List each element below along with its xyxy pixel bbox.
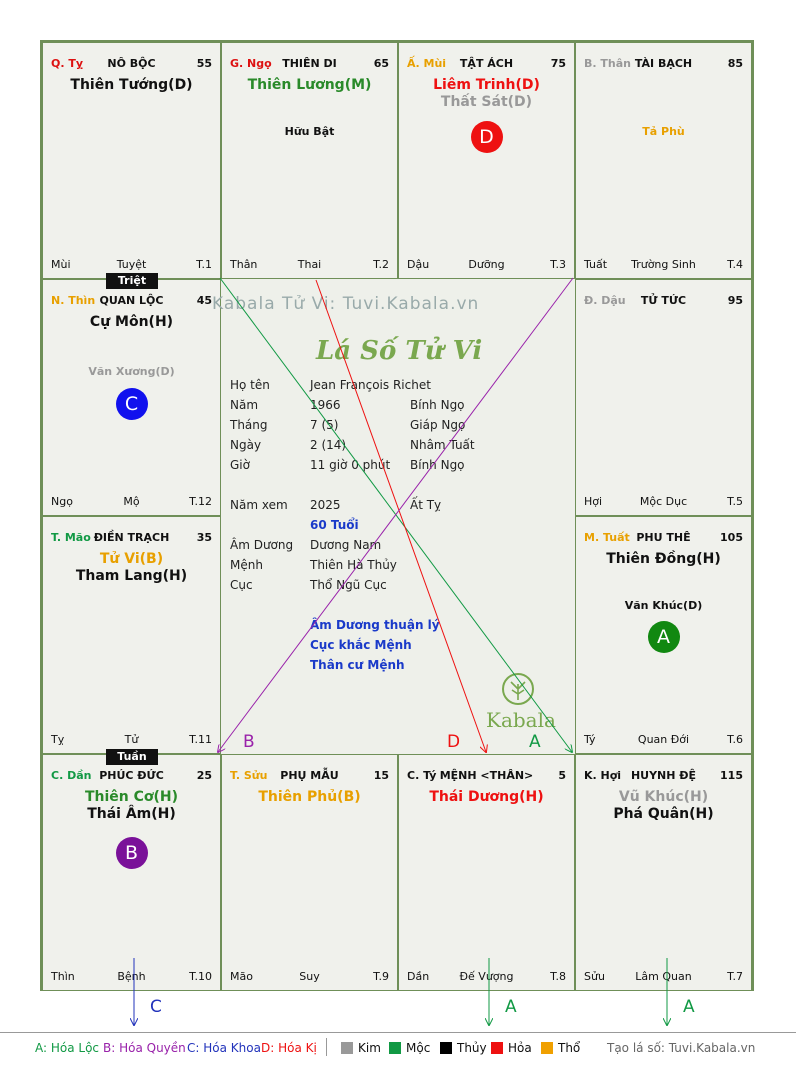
minor-star: Văn Khúc(D) <box>624 599 703 612</box>
main-star: Vũ Khúc(H) <box>618 789 709 805</box>
second-star: Thất Sát(D) <box>440 94 533 110</box>
info-label-name: Họ tên <box>230 378 270 392</box>
palace-branch: Ngọ <box>51 495 73 508</box>
info-value-month: 7 (5) <box>310 418 339 432</box>
info-age: 60 Tuổi <box>310 518 359 532</box>
palace-house: MỆNH <THÂN> <box>439 769 534 782</box>
triet-tag: Triệt <box>106 273 158 289</box>
legend-hoa-quyen: B: Hóa Quyền <box>103 1041 186 1055</box>
main-star: Thiên Cơ(H) <box>84 789 179 805</box>
palace-house: PHU THÊ <box>636 531 691 544</box>
palace-branch: Mùi <box>51 258 71 271</box>
thuy-swatch <box>440 1042 452 1054</box>
palace-house: THIÊN DI <box>282 57 337 70</box>
palace-position: T.5 <box>727 495 743 508</box>
main-star: Thái Dương(H) <box>429 789 544 805</box>
palace-can: N. Thìn <box>51 294 96 307</box>
tuan-tag: Tuần <box>106 749 158 765</box>
palace-age: 25 <box>196 769 212 782</box>
palace-house: PHỤ MẪU <box>280 769 339 782</box>
main-star: Thiên Tướng(D) <box>70 77 193 93</box>
second-star: Thái Âm(H) <box>87 806 176 822</box>
info-label-view-year: Năm xem <box>230 498 288 512</box>
palace-house: PHÚC ĐỨC <box>99 769 164 782</box>
palace-age: 75 <box>550 57 566 70</box>
palace-house: ĐIỀN TRẠCH <box>93 531 170 544</box>
kabala-logo-text: Kabala <box>486 708 556 732</box>
palace-can: Q. Tỵ <box>51 57 84 70</box>
hoa-ki-line <box>316 280 486 752</box>
moc-swatch <box>389 1042 401 1054</box>
info-value-hour: 11 giờ 0 phút <box>310 458 391 472</box>
palace-age: 55 <box>196 57 212 70</box>
palace-branch: Mão <box>230 970 253 983</box>
palace-age: 115 <box>720 769 743 782</box>
minor-star: Tả Phù <box>642 125 685 138</box>
palace-age: 5 <box>558 769 566 782</box>
palace-term: Mộc Dục <box>639 495 688 508</box>
minor-star: Hữu Bật <box>284 125 335 138</box>
legend-divider <box>0 1032 796 1033</box>
main-star: Cự Môn(H) <box>89 314 174 330</box>
label-a: A <box>683 997 695 1017</box>
palace-position: T.2 <box>373 258 389 271</box>
legend-hoa-ki: D: Hóa Kị <box>261 1041 317 1055</box>
label-a: A <box>529 732 541 752</box>
main-star: Thiên Phủ(B) <box>258 789 361 805</box>
palace-age: 85 <box>727 57 743 70</box>
palace-age: 35 <box>196 531 212 544</box>
site-credit[interactable]: Tạo lá số: Tuvi.Kabala.vn <box>607 1041 756 1055</box>
info-value-view-year: 2025 <box>310 498 341 512</box>
kim-swatch <box>341 1042 353 1054</box>
legend-kim: Kim <box>341 1041 381 1055</box>
palace-position: T.11 <box>189 733 212 746</box>
palace-branch: Sửu <box>584 970 605 983</box>
palace-can: G. Ngọ <box>230 57 272 70</box>
palace-age: 15 <box>373 769 389 782</box>
info-label-year: Năm <box>230 398 259 412</box>
palace-branch: Hợi <box>584 495 603 508</box>
info-value-year: 1966 <box>310 398 341 412</box>
palace-position: T.8 <box>550 970 566 983</box>
palace-can: Đ. Dậu <box>584 294 626 307</box>
label-b: B <box>243 732 255 752</box>
label-c: C <box>150 997 162 1017</box>
palace-branch: Thìn <box>51 970 75 983</box>
palace-age: 95 <box>727 294 743 307</box>
legend-tho: Thổ <box>541 1041 580 1055</box>
palace-position: T.7 <box>727 970 743 983</box>
label-d: D <box>447 732 461 752</box>
palace-branch: Tỵ <box>51 733 65 746</box>
info-canchi-month: Giáp Ngọ <box>410 418 466 432</box>
palace-can: T. Sửu <box>230 769 268 782</box>
palace-term: Lâm Quan <box>635 970 692 983</box>
palace-branch: Tuất <box>584 258 608 271</box>
info-canchi-view-year: Ất Tỵ <box>410 498 442 512</box>
info-value-cuc: Thổ Ngũ Cục <box>310 578 387 592</box>
info-canchi-day: Nhâm Tuất <box>410 438 475 452</box>
info-label-am-duong: Âm Dương <box>230 538 294 552</box>
minor-star: Văn Xương(D) <box>88 365 175 378</box>
palace-position: T.3 <box>550 258 566 271</box>
palace-can: C. Dần <box>51 769 92 782</box>
palace-position: T.6 <box>727 733 743 746</box>
info-note: Âm Dương thuận lý <box>310 618 440 632</box>
palace-position: T.12 <box>189 495 212 508</box>
legend-hoa: Hỏa <box>491 1041 532 1055</box>
info-value-day: 2 (14) <box>310 438 347 452</box>
palace-term: Bệnh <box>117 970 146 983</box>
main-star: Thiên Lương(M) <box>247 77 372 93</box>
palace-can: T. Mão <box>51 531 91 544</box>
hoa-loc-badge: A <box>648 621 680 653</box>
palace-term: Đế Vượng <box>459 970 514 983</box>
palace-branch: Tý <box>584 733 596 746</box>
info-label-month: Tháng <box>230 418 268 432</box>
palace-house: TẬT ÁCH <box>459 57 514 70</box>
palace-term: Thai <box>297 258 322 271</box>
main-star: Liêm Trinh(D) <box>433 77 540 93</box>
legend-thuy: Thủy <box>440 1041 487 1055</box>
legend-separator <box>326 1038 327 1056</box>
palace-can: Ấ. Mùi <box>407 57 447 70</box>
palace-term: Tử <box>124 733 139 746</box>
site-watermark: Kabala Tử Vi: Tuvi.Kabala.vn <box>212 294 480 314</box>
info-value-name: Jean François Richet <box>310 378 431 392</box>
palace-position: T.4 <box>727 258 743 271</box>
info-label-day: Ngày <box>230 438 262 452</box>
palace-age: 105 <box>720 531 743 544</box>
info-canchi-hour: Bính Ngọ <box>410 458 465 472</box>
palace-age: 65 <box>373 57 389 70</box>
palace-term: Dưỡng <box>468 258 505 271</box>
info-label-hour: Giờ <box>230 458 250 472</box>
info-value-am-duong: Dương Nam <box>310 538 382 552</box>
second-star: Phá Quân(H) <box>613 806 714 822</box>
palace-house: HUYNH ĐỆ <box>630 769 697 782</box>
tho-swatch <box>541 1042 553 1054</box>
info-note: Cục khắc Mệnh <box>310 638 412 652</box>
palace-branch: Dậu <box>407 258 430 271</box>
info-note: Thân cư Mệnh <box>310 658 405 672</box>
legend-hoa-khoa: C: Hóa Khoa <box>187 1041 261 1055</box>
palace-term: Suy <box>299 970 320 983</box>
palace-term: Mộ <box>123 495 140 508</box>
palace-house: TÀI BẠCH <box>634 57 693 70</box>
hoa-quyen-badge: B <box>116 837 148 869</box>
palace-term: Quan Đới <box>637 733 690 746</box>
palace-branch: Dần <box>407 970 430 983</box>
palace-term: Trường Sinh <box>631 258 696 271</box>
palace-can: C. Tý <box>407 769 437 782</box>
palace-can: M. Tuất <box>584 531 630 544</box>
palace-house: TỬ TỨC <box>640 294 687 307</box>
palace-age: 45 <box>196 294 212 307</box>
main-star: Thiên Đồng(H) <box>606 551 721 567</box>
palace-position: T.9 <box>373 970 389 983</box>
hoa-swatch <box>491 1042 503 1054</box>
palace-position: T.10 <box>189 970 212 983</box>
palace-house: QUAN LỘC <box>99 294 164 307</box>
hoa-khoa-badge: C <box>116 388 148 420</box>
palace-can: B. Thân <box>584 57 631 70</box>
legend-hoa-loc: A: Hóa Lộc <box>35 1041 100 1055</box>
palace-position: T.1 <box>196 258 212 271</box>
label-a: A <box>505 997 517 1017</box>
palace-can: K. Hợi <box>584 769 622 782</box>
hoa-ki-badge: D <box>471 121 503 153</box>
info-value-menh: Thiên Hà Thủy <box>310 558 397 572</box>
info-label-menh: Mệnh <box>230 558 263 572</box>
main-star: Tử Vi(B) <box>99 551 164 567</box>
legend-moc: Mộc <box>389 1041 430 1055</box>
info-label-cuc: Cục <box>230 578 253 592</box>
palace-branch: Thân <box>230 258 258 271</box>
palace-house: NÔ BỘC <box>107 57 156 70</box>
second-star: Tham Lang(H) <box>75 568 188 584</box>
chart-title: Lá Số Tử Vi <box>316 336 483 366</box>
palace-term: Tuyệt <box>116 258 147 271</box>
info-canchi-year: Bính Ngọ <box>410 398 465 412</box>
